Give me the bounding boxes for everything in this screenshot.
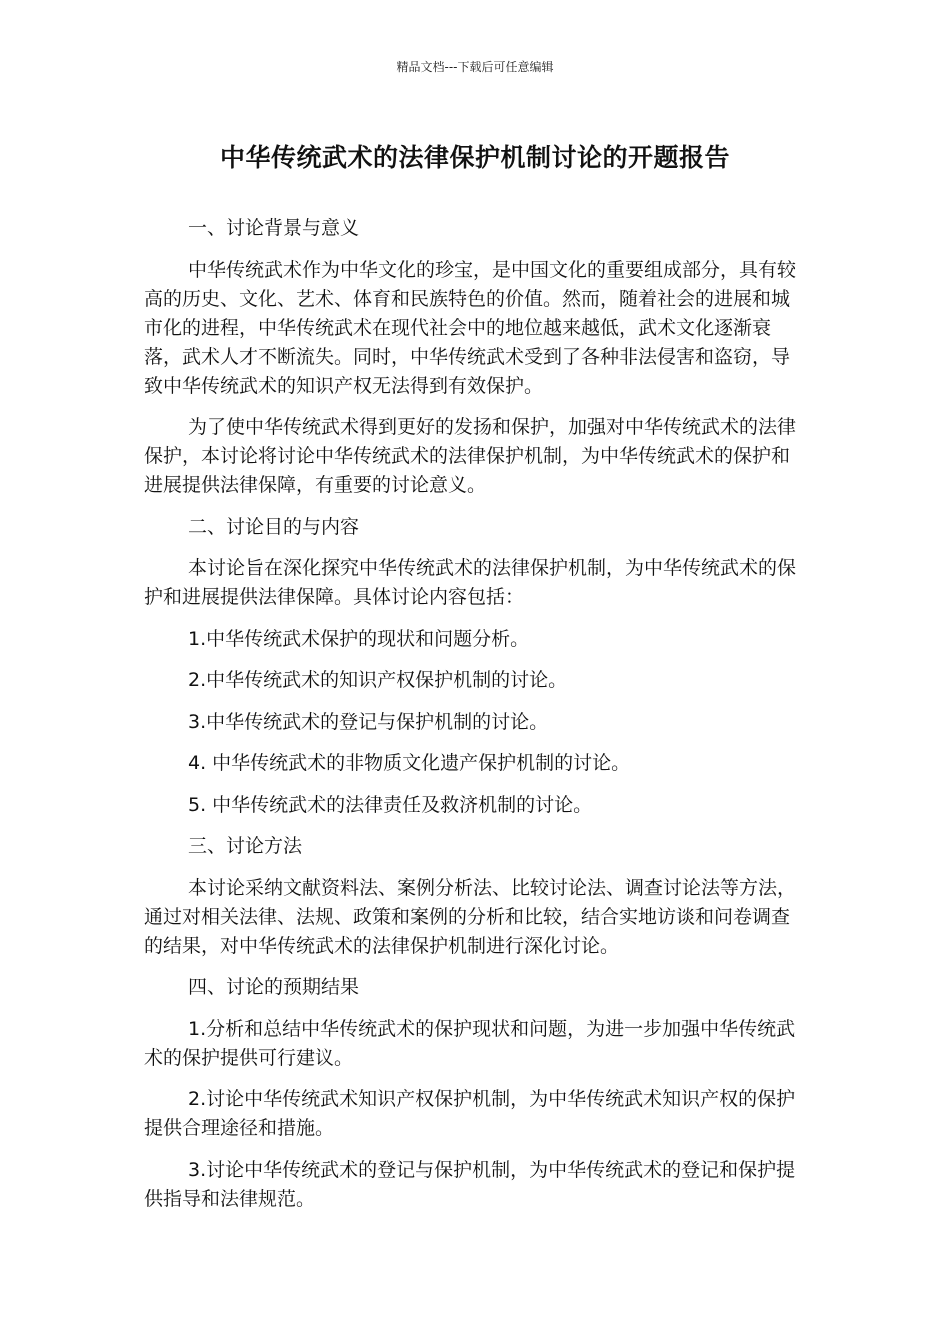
paragraph: 本讨论采纳文献资料法、案例分析法、比较讨论法、调查讨论法等方法，通过对相关法律、法规、政策和案例的分析和比较，结合实地访谈和问卷调查的结果，对中华传统武术的法律保护机制进行深化讨论。	[144, 876, 797, 957]
list-item: 2.讨论中华传统武术知识产权保护机制，为中华传统武术知识产权的保护提供合理途径和措施。	[144, 1088, 796, 1139]
list-item: 1.中华传统武术保护的现状和问题分析。	[188, 627, 530, 650]
header-note: 精品文档---下载后可任意编辑	[396, 60, 554, 74]
paragraph: 为了使中华传统武术得到更好的发扬和保护，加强对中华传统武术的法律保护，本讨论将讨论中华传统武术的法律保护机制，为中华传统武术的保护和进展提供法律保障，有重要的讨论意义。	[144, 416, 797, 496]
list-item: 3.中华传统武术的登记与保护机制的讨论。	[188, 710, 549, 733]
list-item: 5. 中华传统武术的法律责任及救济机制的讨论。	[188, 793, 593, 816]
section-heading-4: 四、讨论的预期结果	[188, 976, 360, 998]
section-heading-2: 二、讨论目的与内容	[188, 515, 360, 538]
document-title: 中华传统武术的法律保护机制讨论的开题报告	[219, 143, 730, 172]
document-body	[144, 214, 799, 1226]
section-heading-1: 一、讨论背景与意义	[188, 217, 360, 239]
list-item: 2.中华传统武术的知识产权保护机制的讨论。	[188, 669, 568, 691]
paragraph: 中华传统武术作为中华文化的珍宝，是中国文化的重要组成部分，具有较高的历史、文化、艺术、体育和民族特色的价值。然而，随着社会的进展和城市化的进程，中华传统武术在现代社会中的地位越来越低，武术文化逐渐衰落，武术人才不断流失。同时，中华传统武术受到了各种非法侵害和盗窃，导致中华传统武术的知识产权无法得到有效保护。	[144, 258, 797, 397]
section-heading-3: 三、讨论方法	[188, 835, 303, 857]
list-item: 3.讨论中华传统武术的登记与保护机制，为中华传统武术的登记和保护提供指导和法律规范。	[144, 1158, 796, 1210]
paragraph: 本讨论旨在深化探究中华传统武术的法律保护机制，为中华传统武术的保护和进展提供法律保障。具体讨论内容包括：	[144, 557, 797, 608]
list-item: 4. 中华传统武术的非物质文化遗产保护机制的讨论。	[188, 752, 631, 774]
list-item: 1.分析和总结中华传统武术的保护现状和问题，为进一步加强中华传统武术的保护提供可行建议。	[144, 1017, 796, 1069]
